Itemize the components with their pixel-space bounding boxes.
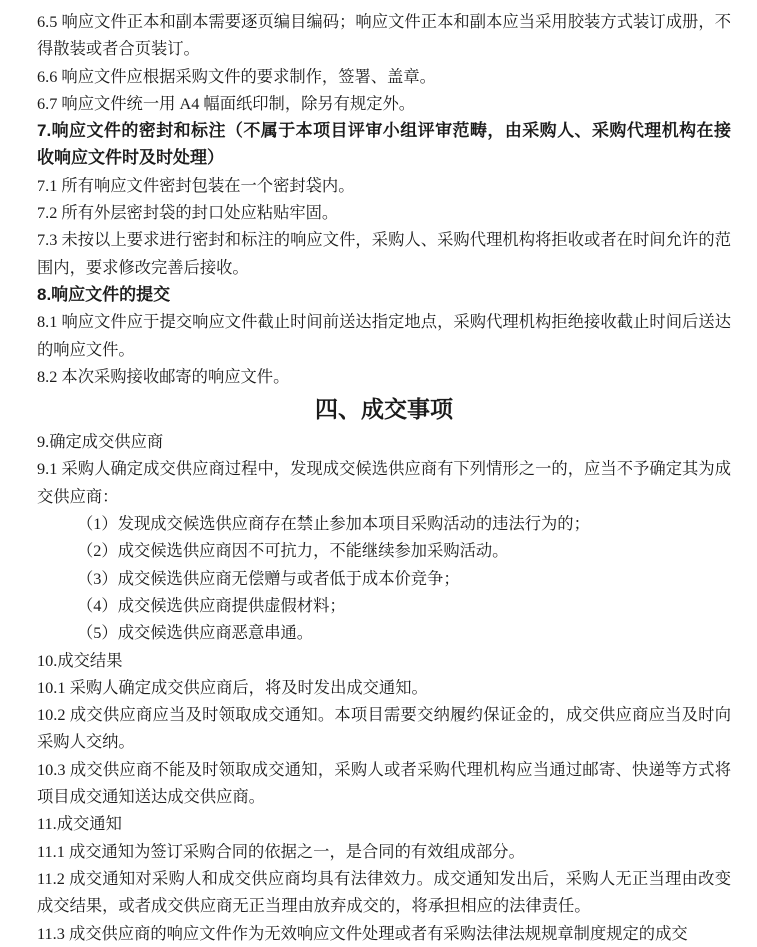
item-9-1-3: （3）成交候选供应商无偿赠与或者低于成本价竞争；: [77, 568, 460, 588]
clause-11-3: 11.3 成交供应商的响应文件作为无效响应文件处理或者有采购法律法规规章制度规定的成交: [37, 923, 688, 943]
clause-7-2: 7.2 所有外层密封袋的封口处应粘贴牢固。: [37, 203, 339, 223]
clause-7-3: 7.3 未按以上要求进行密封和标注的响应文件，采购人、采购代理机构将拒收或者在时间允许的范围内，要求修改完善后接收。: [37, 230, 731, 277]
clause-6-6: 6.6 响应文件应根据采购文件的要求制作，签署、盖章。: [37, 66, 436, 86]
item-9-1-1: （1）发现成交候选供应商存在禁止参加本项目采购活动的违法行为的；: [77, 514, 590, 534]
clause-10-2: 10.2 成交供应商应当及时领取成交通知。本项目需要交纳履约保证金的，成交供应商应当及时向采购人交纳。: [37, 705, 731, 752]
clause-6-7: 6.7 响应文件统一用 A4 幅面纸印制，除另有规定外。: [37, 93, 416, 113]
section-title-4: 四、成交事项: [315, 396, 453, 423]
clause-9: 9.确定成交供应商: [37, 432, 164, 452]
clause-11: 11.成交通知: [37, 814, 122, 834]
clause-9-1: 9.1 采购人确定成交供应商过程中，发现成交候选供应商有下列情形之一的，应当不予确定其为成交供应商：: [37, 459, 731, 506]
clause-10-3: 10.3 成交供应商不能及时领取成交通知，采购人或者采购代理机构应当通过邮寄、快递等方式将项目成交通知送达成交供应商。: [37, 759, 731, 807]
item-9-1-4: （4）成交候选供应商提供虚假材料；: [77, 595, 346, 615]
item-9-1-5: （5）成交候选供应商恶意串通。: [77, 623, 314, 643]
clause-7-1: 7.1 所有响应文件密封包装在一个密封袋内。: [37, 175, 355, 195]
item-9-1-2: （2）成交候选供应商因不可抗力，不能继续参加采购活动。: [77, 541, 509, 561]
heading-8: 8.响应文件的提交: [37, 284, 171, 304]
clause-10-1: 10.1 采购人确定成交供应商后，将及时发出成交通知。: [37, 677, 428, 697]
clause-11-2: 11.2 成交通知对采购人和成交供应商均具有法律效力。成交通知发出后，采购人无正当理由改变成交结果，或者成交供应商无正当理由放弃成交的，将承担相应的法律责任。: [37, 868, 731, 916]
clause-8-1: 8.1 响应文件应于提交响应文件截止时间前送达指定地点，采购代理机构拒绝接收截止时间后送达的响应文件。: [37, 312, 731, 359]
clause-8-2: 8.2 本次采购接收邮寄的响应文件。: [37, 366, 290, 386]
clause-6-5: 6.5 响应文件正本和副本需要逐页编目编码；响应文件正本和副本应当采用胶装方式装订成册，不得散装或者合页装订。: [37, 12, 731, 59]
clause-10: 10.成交结果: [37, 650, 123, 670]
clause-11-1: 11.1 成交通知为签订采购合同的依据之一，是合同的有效组成部分。: [37, 841, 525, 861]
heading-7: 7.响应文件的密封和标注（不属于本项目评审小组评审范畴，由采购人、采购代理机构在接收响应文件时及时处理）: [37, 121, 731, 168]
document-body: [37, 8, 731, 947]
